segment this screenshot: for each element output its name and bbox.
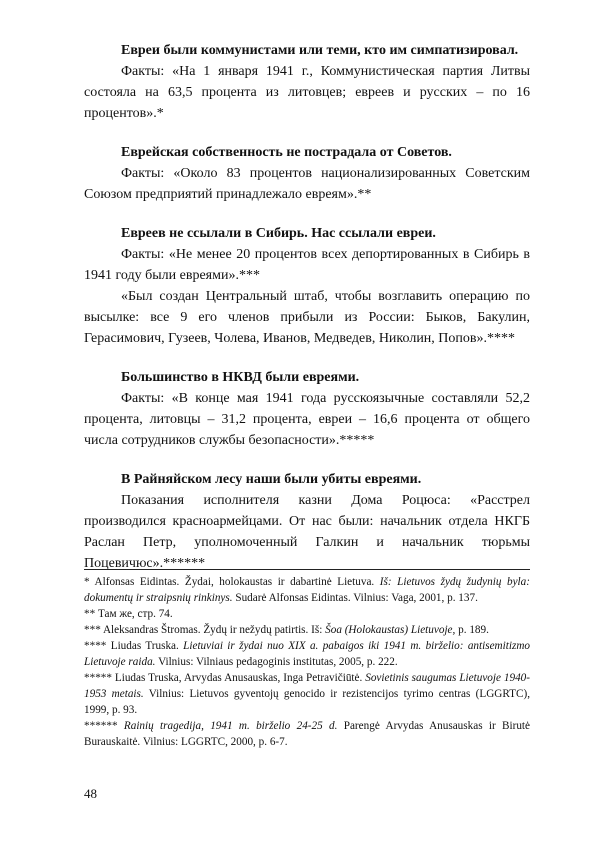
footnote-text: Vilnius: Vilniaus pedagoginis institutas, 2005, p. 222. bbox=[155, 656, 398, 668]
section-paragraph: Показания исполнителя казни Дома Роцюса: «Расстрел производился красноармейцами. От нас были: начальник отдела НКГБ Раслан Петр, уполномоченный Галкин и начальник тюрьмы Поцевичюс».****** bbox=[84, 493, 530, 571]
footnote-6 bbox=[84, 718, 530, 750]
footnote-title: Rainių tragedija, 1941 m. birželio 24-25 d. bbox=[123, 720, 338, 732]
footnote-2 bbox=[84, 606, 530, 622]
section-heading: В Райняйском лесу наши были убиты евреями. bbox=[121, 472, 422, 487]
footnote-text: Vilnius: Lietuvos gyventojų genocido ir rezistencijos tyrimo centras (LGGRTC), 1999, p. 93. bbox=[84, 688, 530, 716]
footnote-title: Lietuviai ir žydai nuo XIX a. pabaigos iki 1941 m. birželio: antisemitizmo Lietuvoje raida. bbox=[84, 640, 530, 668]
footnote-4 bbox=[84, 638, 530, 670]
section-paragraph: Факты: «Около 83 процентов национализированных Советским Союзом предприятий принадлежало евреям».** bbox=[84, 166, 530, 202]
section-paragraph: Факты: «В конце мая 1941 года русскоязычные составляли 52,2 процента, литовцы – 31,2 процента, евреи – 16,6 процента от общего числа сотрудников службы безопасности».***** bbox=[84, 391, 530, 448]
section-heading: Большинство в НКВД были евреями. bbox=[121, 370, 360, 385]
footnote-3 bbox=[84, 622, 530, 638]
section-property bbox=[84, 142, 530, 205]
footnote-text: ***** Liudas Truska, Arvydas Anusauskas, Inga Petravičiūtė. bbox=[84, 672, 366, 684]
page-number: 48 bbox=[84, 786, 97, 801]
section-paragraph: Факты: «На 1 января 1941 г., Коммунистическая партия Литвы состояла на 63,5 процента из литовцев; евреев и русских – по 16 процентов».* bbox=[84, 64, 530, 121]
footnote-text: ****** bbox=[84, 720, 124, 732]
section-heading: Еврейская собственность не пострадала от Советов. bbox=[121, 145, 452, 160]
section-communists bbox=[84, 40, 530, 124]
section-nkvd bbox=[84, 367, 530, 451]
footnote-text: p. 189. bbox=[455, 624, 489, 636]
footnotes bbox=[84, 574, 530, 750]
footnote-text: ** Там же, стр. 74. bbox=[84, 608, 173, 620]
section-rainiai bbox=[84, 469, 530, 574]
section-siberia bbox=[84, 223, 530, 349]
footnote-text: *** Aleksandras Štromas. Žydų ir nežydų patirtis. Iš: bbox=[84, 624, 326, 636]
footnote-title: Šoa (Holokaustas) Lietuvoje, bbox=[325, 624, 456, 636]
section-heading: Евреев не ссылали в Сибирь. Нас ссылали евреи. bbox=[121, 226, 436, 241]
footnote-divider bbox=[84, 569, 530, 570]
footnote-title: Sovietinis saugumas Lietuvoje 1940-1953 metais. bbox=[84, 672, 530, 700]
section-paragraph: «Был создан Центральный штаб, чтобы возглавить операцию по высылке: все 9 его членов прибыли из России: Быков, Бакулин, Герасимович, Гузеев, Чолева, Иванов, Медведев, Николин, Попов».**** bbox=[84, 289, 530, 346]
section-heading: Евреи были коммунистами или теми, кто им симпатизировал. bbox=[121, 43, 519, 58]
footnote-text: **** Liudas Truska. bbox=[84, 640, 184, 652]
footnote-5 bbox=[84, 670, 530, 718]
footnote-text: * Alfonsas Eidintas. Žydai, holokaustas ir dabartinė Lietuva. bbox=[84, 576, 380, 588]
footnote-text: Parengė Arvydas Anusauskas ir Birutė Burauskaitė. Vilnius: LGGRTC, 2000, p. 6-7. bbox=[84, 720, 530, 748]
footnote-title: Iš: Lietuvos žydų žudynių byla: dokumentų ir straipsnių rinkinys. bbox=[84, 576, 530, 604]
footnote-1 bbox=[84, 574, 530, 606]
section-paragraph: Факты: «Не менее 20 процентов всех депортированных в Сибирь в 1941 году были евреями».*** bbox=[84, 247, 530, 283]
page-body bbox=[84, 40, 530, 592]
footnote-text: Sudarė Alfonsas Eidintas. Vilnius: Vaga, 2001, p. 137. bbox=[232, 592, 478, 604]
